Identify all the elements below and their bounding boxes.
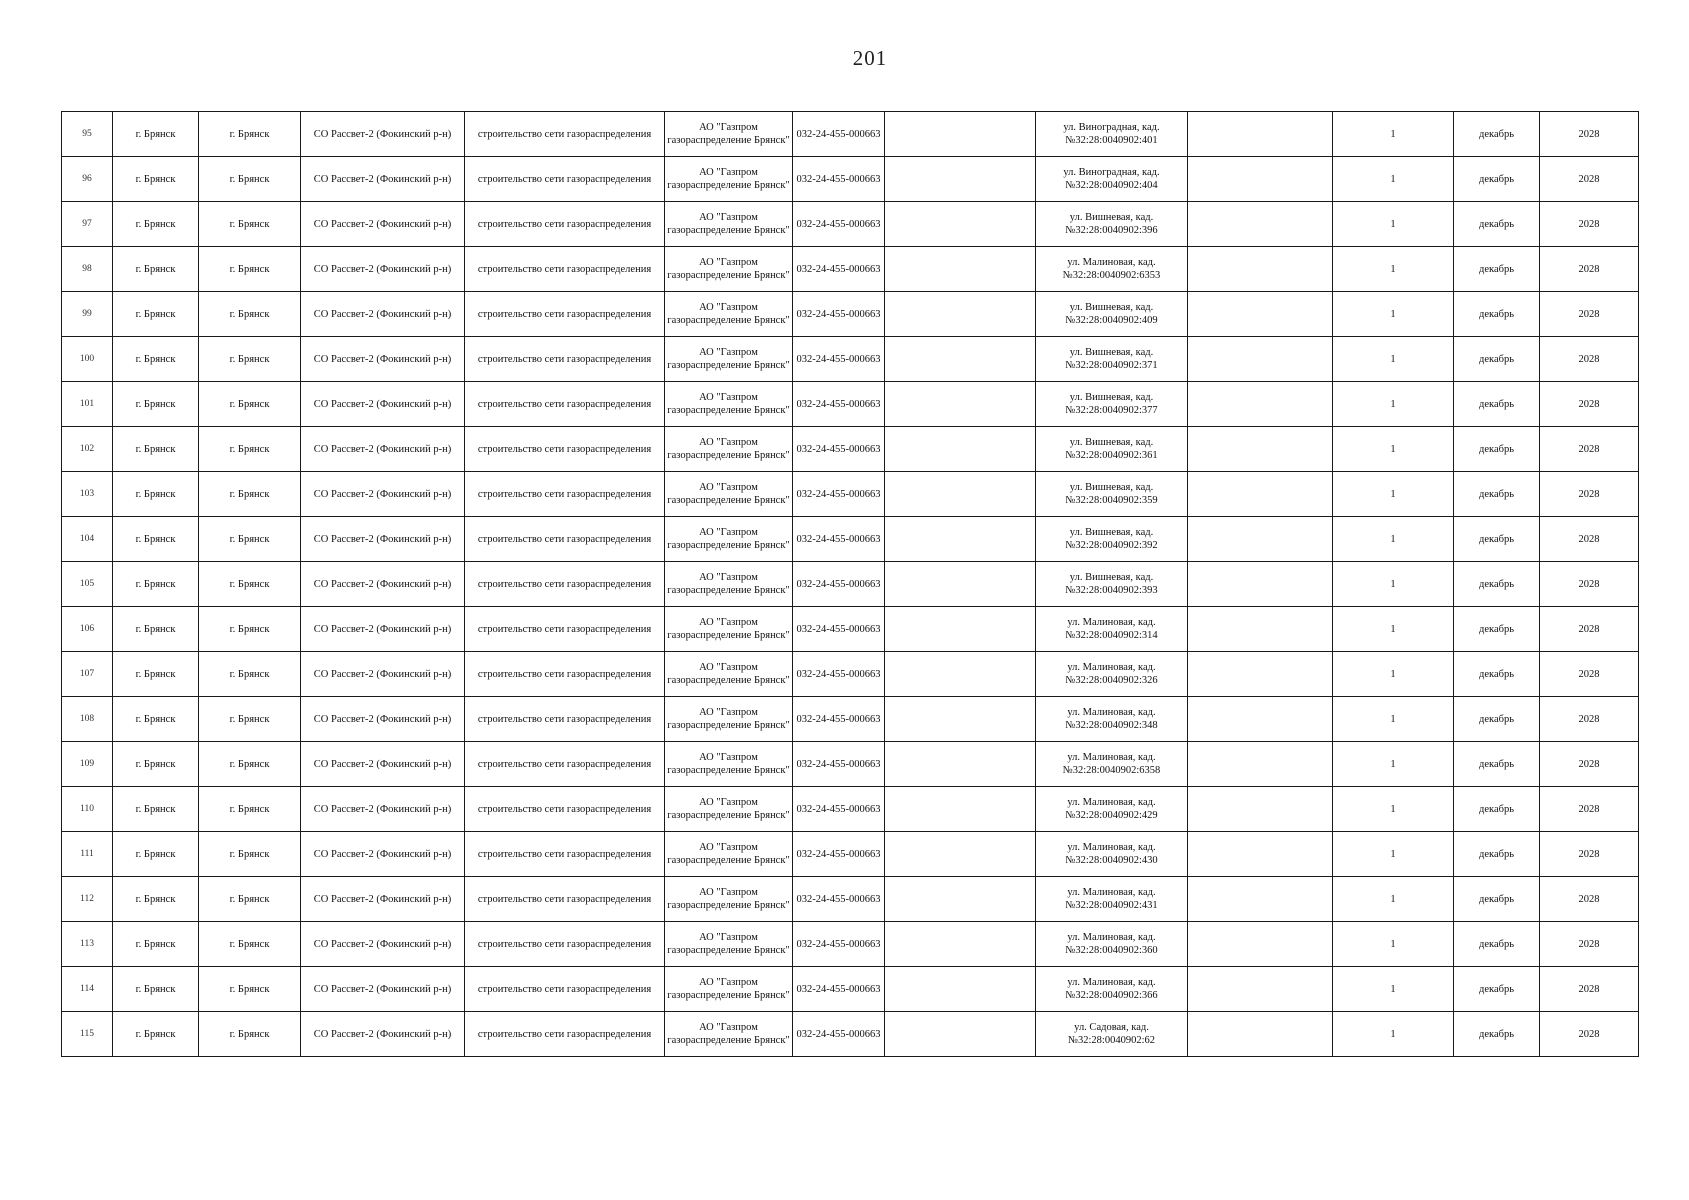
- empty-cell: [885, 157, 1036, 202]
- empty-cell: [885, 607, 1036, 652]
- organization-cell: АО "Газпром газораспределение Брянск": [665, 157, 793, 202]
- code-cell: 032-24-455-000663: [793, 697, 885, 742]
- year-cell: 2028: [1540, 652, 1639, 697]
- organization-cell: АО "Газпром газораспределение Брянск": [665, 1012, 793, 1057]
- row-number-cell: 97: [62, 202, 113, 247]
- organization-cell: АО "Газпром газораспределение Брянск": [665, 967, 793, 1012]
- row-number-cell: 111: [62, 832, 113, 877]
- month-cell: декабрь: [1454, 157, 1540, 202]
- settlement-cell: г. Брянск: [113, 652, 199, 697]
- code-cell: 032-24-455-000663: [793, 247, 885, 292]
- address-cell: ул. Виноградная, кад. №32:28:0040902:404: [1036, 157, 1188, 202]
- work-type-cell: строительство сети газораспределения: [465, 157, 665, 202]
- empty-cell: [1188, 382, 1333, 427]
- code-cell: 032-24-455-000663: [793, 202, 885, 247]
- table-row: [62, 517, 1639, 562]
- locality-cell: г. Брянск: [199, 427, 301, 472]
- territory-cell: СО Рассвет-2 (Фокинский р-н): [301, 337, 465, 382]
- table-row: [62, 922, 1639, 967]
- year-cell: 2028: [1540, 517, 1639, 562]
- organization-cell: АО "Газпром газораспределение Брянск": [665, 247, 793, 292]
- empty-cell: [1188, 247, 1333, 292]
- work-type-cell: строительство сети газораспределения: [465, 247, 665, 292]
- quantity-cell: 1: [1333, 922, 1454, 967]
- empty-cell: [1188, 922, 1333, 967]
- work-type-cell: строительство сети газораспределения: [465, 877, 665, 922]
- month-cell: декабрь: [1454, 787, 1540, 832]
- address-cell: ул. Виноградная, кад. №32:28:0040902:401: [1036, 112, 1188, 157]
- address-cell: ул. Малиновая, кад. №32:28:0040902:366: [1036, 967, 1188, 1012]
- territory-cell: СО Рассвет-2 (Фокинский р-н): [301, 742, 465, 787]
- territory-cell: СО Рассвет-2 (Фокинский р-н): [301, 427, 465, 472]
- row-number-cell: 107: [62, 652, 113, 697]
- empty-cell: [1188, 427, 1333, 472]
- locality-cell: г. Брянск: [199, 652, 301, 697]
- code-cell: 032-24-455-000663: [793, 292, 885, 337]
- table-row: [62, 967, 1639, 1012]
- empty-cell: [1188, 157, 1333, 202]
- settlement-cell: г. Брянск: [113, 472, 199, 517]
- code-cell: 032-24-455-000663: [793, 607, 885, 652]
- organization-cell: АО "Газпром газораспределение Брянск": [665, 832, 793, 877]
- row-number-cell: 114: [62, 967, 113, 1012]
- territory-cell: СО Рассвет-2 (Фокинский р-н): [301, 652, 465, 697]
- year-cell: 2028: [1540, 247, 1639, 292]
- settlement-cell: г. Брянск: [113, 157, 199, 202]
- row-number-cell: 101: [62, 382, 113, 427]
- address-cell: ул. Вишневая, кад. №32:28:0040902:392: [1036, 517, 1188, 562]
- quantity-cell: 1: [1333, 157, 1454, 202]
- month-cell: декабрь: [1454, 652, 1540, 697]
- work-type-cell: строительство сети газораспределения: [465, 787, 665, 832]
- code-cell: 032-24-455-000663: [793, 967, 885, 1012]
- work-type-cell: строительство сети газораспределения: [465, 292, 665, 337]
- territory-cell: СО Рассвет-2 (Фокинский р-н): [301, 382, 465, 427]
- quantity-cell: 1: [1333, 337, 1454, 382]
- table-container: [61, 111, 1639, 1057]
- year-cell: 2028: [1540, 112, 1639, 157]
- code-cell: 032-24-455-000663: [793, 562, 885, 607]
- territory-cell: СО Рассвет-2 (Фокинский р-н): [301, 967, 465, 1012]
- year-cell: 2028: [1540, 472, 1639, 517]
- row-number-cell: 108: [62, 697, 113, 742]
- address-cell: ул. Малиновая, кад. №32:28:0040902:429: [1036, 787, 1188, 832]
- year-cell: 2028: [1540, 382, 1639, 427]
- row-number-cell: 105: [62, 562, 113, 607]
- empty-cell: [1188, 472, 1333, 517]
- territory-cell: СО Рассвет-2 (Фокинский р-н): [301, 877, 465, 922]
- year-cell: 2028: [1540, 157, 1639, 202]
- code-cell: 032-24-455-000663: [793, 832, 885, 877]
- organization-cell: АО "Газпром газораспределение Брянск": [665, 562, 793, 607]
- table-row: [62, 382, 1639, 427]
- address-cell: ул. Вишневая, кад. №32:28:0040902:396: [1036, 202, 1188, 247]
- quantity-cell: 1: [1333, 607, 1454, 652]
- empty-cell: [885, 112, 1036, 157]
- settlement-cell: г. Брянск: [113, 877, 199, 922]
- year-cell: 2028: [1540, 337, 1639, 382]
- code-cell: 032-24-455-000663: [793, 922, 885, 967]
- organization-cell: АО "Газпром газораспределение Брянск": [665, 202, 793, 247]
- work-type-cell: строительство сети газораспределения: [465, 697, 665, 742]
- locality-cell: г. Брянск: [199, 787, 301, 832]
- work-type-cell: строительство сети газораспределения: [465, 922, 665, 967]
- table-row: [62, 292, 1639, 337]
- year-cell: 2028: [1540, 832, 1639, 877]
- table-row: [62, 652, 1639, 697]
- organization-cell: АО "Газпром газораспределение Брянск": [665, 517, 793, 562]
- code-cell: 032-24-455-000663: [793, 382, 885, 427]
- empty-cell: [1188, 562, 1333, 607]
- organization-cell: АО "Газпром газораспределение Брянск": [665, 697, 793, 742]
- settlement-cell: г. Брянск: [113, 292, 199, 337]
- empty-cell: [885, 337, 1036, 382]
- month-cell: декабрь: [1454, 697, 1540, 742]
- row-number-cell: 100: [62, 337, 113, 382]
- empty-cell: [885, 787, 1036, 832]
- empty-cell: [1188, 877, 1333, 922]
- empty-cell: [885, 877, 1036, 922]
- table-row: [62, 202, 1639, 247]
- address-cell: ул. Малиновая, кад. №32:28:0040902:360: [1036, 922, 1188, 967]
- quantity-cell: 1: [1333, 562, 1454, 607]
- settlement-cell: г. Брянск: [113, 697, 199, 742]
- organization-cell: АО "Газпром газораспределение Брянск": [665, 427, 793, 472]
- settlement-cell: г. Брянск: [113, 967, 199, 1012]
- address-cell: ул. Вишневая, кад. №32:28:0040902:377: [1036, 382, 1188, 427]
- year-cell: 2028: [1540, 922, 1639, 967]
- locality-cell: г. Брянск: [199, 877, 301, 922]
- territory-cell: СО Рассвет-2 (Фокинский р-н): [301, 697, 465, 742]
- territory-cell: СО Рассвет-2 (Фокинский р-н): [301, 157, 465, 202]
- code-cell: 032-24-455-000663: [793, 1012, 885, 1057]
- territory-cell: СО Рассвет-2 (Фокинский р-н): [301, 202, 465, 247]
- month-cell: декабрь: [1454, 292, 1540, 337]
- settlement-cell: г. Брянск: [113, 382, 199, 427]
- territory-cell: СО Рассвет-2 (Фокинский р-н): [301, 922, 465, 967]
- row-number-cell: 103: [62, 472, 113, 517]
- address-cell: ул. Малиновая, кад. №32:28:0040902:314: [1036, 607, 1188, 652]
- organization-cell: АО "Газпром газораспределение Брянск": [665, 112, 793, 157]
- month-cell: декабрь: [1454, 607, 1540, 652]
- empty-cell: [1188, 787, 1333, 832]
- table-body: [62, 112, 1639, 1057]
- table-row: [62, 472, 1639, 517]
- organization-cell: АО "Газпром газораспределение Брянск": [665, 787, 793, 832]
- empty-cell: [1188, 112, 1333, 157]
- row-number-cell: 115: [62, 1012, 113, 1057]
- organization-cell: АО "Газпром газораспределение Брянск": [665, 382, 793, 427]
- table-row: [62, 787, 1639, 832]
- month-cell: декабрь: [1454, 877, 1540, 922]
- year-cell: 2028: [1540, 1012, 1639, 1057]
- address-cell: ул. Малиновая, кад. №32:28:0040902:348: [1036, 697, 1188, 742]
- month-cell: декабрь: [1454, 1012, 1540, 1057]
- territory-cell: СО Рассвет-2 (Фокинский р-н): [301, 517, 465, 562]
- quantity-cell: 1: [1333, 382, 1454, 427]
- organization-cell: АО "Газпром газораспределение Брянск": [665, 337, 793, 382]
- quantity-cell: 1: [1333, 247, 1454, 292]
- address-cell: ул. Малиновая, кад. №32:28:0040902:6353: [1036, 247, 1188, 292]
- locality-cell: г. Брянск: [199, 292, 301, 337]
- month-cell: декабрь: [1454, 472, 1540, 517]
- empty-cell: [1188, 607, 1333, 652]
- organization-cell: АО "Газпром газораспределение Брянск": [665, 877, 793, 922]
- empty-cell: [1188, 832, 1333, 877]
- empty-cell: [885, 247, 1036, 292]
- quantity-cell: 1: [1333, 112, 1454, 157]
- quantity-cell: 1: [1333, 472, 1454, 517]
- empty-cell: [885, 742, 1036, 787]
- row-number-cell: 104: [62, 517, 113, 562]
- code-cell: 032-24-455-000663: [793, 742, 885, 787]
- year-cell: 2028: [1540, 202, 1639, 247]
- code-cell: 032-24-455-000663: [793, 337, 885, 382]
- work-type-cell: строительство сети газораспределения: [465, 472, 665, 517]
- row-number-cell: 102: [62, 427, 113, 472]
- work-type-cell: строительство сети газораспределения: [465, 742, 665, 787]
- locality-cell: г. Брянск: [199, 1012, 301, 1057]
- territory-cell: СО Рассвет-2 (Фокинский р-н): [301, 787, 465, 832]
- quantity-cell: 1: [1333, 697, 1454, 742]
- quantity-cell: 1: [1333, 742, 1454, 787]
- locality-cell: г. Брянск: [199, 157, 301, 202]
- empty-cell: [885, 832, 1036, 877]
- year-cell: 2028: [1540, 967, 1639, 1012]
- quantity-cell: 1: [1333, 1012, 1454, 1057]
- empty-cell: [1188, 517, 1333, 562]
- locality-cell: г. Брянск: [199, 742, 301, 787]
- address-cell: ул. Вишневая, кад. №32:28:0040902:361: [1036, 427, 1188, 472]
- settlement-cell: г. Брянск: [113, 832, 199, 877]
- gasification-schedule-table: [61, 111, 1639, 1057]
- work-type-cell: строительство сети газораспределения: [465, 112, 665, 157]
- table-row: [62, 157, 1639, 202]
- settlement-cell: г. Брянск: [113, 562, 199, 607]
- work-type-cell: строительство сети газораспределения: [465, 517, 665, 562]
- locality-cell: г. Брянск: [199, 832, 301, 877]
- empty-cell: [885, 202, 1036, 247]
- locality-cell: г. Брянск: [199, 247, 301, 292]
- quantity-cell: 1: [1333, 832, 1454, 877]
- empty-cell: [885, 652, 1036, 697]
- address-cell: ул. Вишневая, кад. №32:28:0040902:359: [1036, 472, 1188, 517]
- organization-cell: АО "Газпром газораспределение Брянск": [665, 472, 793, 517]
- organization-cell: АО "Газпром газораспределение Брянск": [665, 292, 793, 337]
- table-row: [62, 1012, 1639, 1057]
- work-type-cell: строительство сети газораспределения: [465, 562, 665, 607]
- empty-cell: [1188, 967, 1333, 1012]
- empty-cell: [885, 382, 1036, 427]
- empty-cell: [885, 967, 1036, 1012]
- locality-cell: г. Брянск: [199, 202, 301, 247]
- table-row: [62, 607, 1639, 652]
- table-row: [62, 832, 1639, 877]
- address-cell: ул. Вишневая, кад. №32:28:0040902:371: [1036, 337, 1188, 382]
- quantity-cell: 1: [1333, 427, 1454, 472]
- month-cell: декабрь: [1454, 922, 1540, 967]
- month-cell: декабрь: [1454, 337, 1540, 382]
- address-cell: ул. Малиновая, кад. №32:28:0040902:431: [1036, 877, 1188, 922]
- locality-cell: г. Брянск: [199, 967, 301, 1012]
- row-number-cell: 106: [62, 607, 113, 652]
- row-number-cell: 96: [62, 157, 113, 202]
- empty-cell: [885, 472, 1036, 517]
- empty-cell: [1188, 202, 1333, 247]
- empty-cell: [885, 922, 1036, 967]
- settlement-cell: г. Брянск: [113, 337, 199, 382]
- year-cell: 2028: [1540, 697, 1639, 742]
- settlement-cell: г. Брянск: [113, 1012, 199, 1057]
- year-cell: 2028: [1540, 787, 1639, 832]
- month-cell: декабрь: [1454, 562, 1540, 607]
- address-cell: ул. Малиновая, кад. №32:28:0040902:326: [1036, 652, 1188, 697]
- month-cell: декабрь: [1454, 832, 1540, 877]
- month-cell: декабрь: [1454, 427, 1540, 472]
- empty-cell: [1188, 292, 1333, 337]
- quantity-cell: 1: [1333, 967, 1454, 1012]
- empty-cell: [885, 697, 1036, 742]
- address-cell: ул. Малиновая, кад. №32:28:0040902:6358: [1036, 742, 1188, 787]
- month-cell: декабрь: [1454, 382, 1540, 427]
- empty-cell: [885, 1012, 1036, 1057]
- table-row: [62, 697, 1639, 742]
- territory-cell: СО Рассвет-2 (Фокинский р-н): [301, 832, 465, 877]
- settlement-cell: г. Брянск: [113, 202, 199, 247]
- work-type-cell: строительство сети газораспределения: [465, 202, 665, 247]
- quantity-cell: 1: [1333, 787, 1454, 832]
- locality-cell: г. Брянск: [199, 607, 301, 652]
- organization-cell: АО "Газпром газораспределение Брянск": [665, 922, 793, 967]
- row-number-cell: 95: [62, 112, 113, 157]
- month-cell: декабрь: [1454, 742, 1540, 787]
- locality-cell: г. Брянск: [199, 337, 301, 382]
- settlement-cell: г. Брянск: [113, 787, 199, 832]
- territory-cell: СО Рассвет-2 (Фокинский р-н): [301, 292, 465, 337]
- row-number-cell: 99: [62, 292, 113, 337]
- settlement-cell: г. Брянск: [113, 922, 199, 967]
- work-type-cell: строительство сети газораспределения: [465, 382, 665, 427]
- locality-cell: г. Брянск: [199, 562, 301, 607]
- organization-cell: АО "Газпром газораспределение Брянск": [665, 742, 793, 787]
- table-row: [62, 337, 1639, 382]
- locality-cell: г. Брянск: [199, 112, 301, 157]
- quantity-cell: 1: [1333, 652, 1454, 697]
- empty-cell: [1188, 697, 1333, 742]
- empty-cell: [885, 562, 1036, 607]
- row-number-cell: 110: [62, 787, 113, 832]
- organization-cell: АО "Газпром газораспределение Брянск": [665, 607, 793, 652]
- work-type-cell: строительство сети газораспределения: [465, 1012, 665, 1057]
- locality-cell: г. Брянск: [199, 472, 301, 517]
- year-cell: 2028: [1540, 607, 1639, 652]
- work-type-cell: строительство сети газораспределения: [465, 832, 665, 877]
- month-cell: декабрь: [1454, 247, 1540, 292]
- address-cell: ул. Садовая, кад. №32:28:0040902:62: [1036, 1012, 1188, 1057]
- quantity-cell: 1: [1333, 877, 1454, 922]
- table-row: [62, 247, 1639, 292]
- quantity-cell: 1: [1333, 202, 1454, 247]
- month-cell: декабрь: [1454, 517, 1540, 562]
- code-cell: 032-24-455-000663: [793, 157, 885, 202]
- work-type-cell: строительство сети газораспределения: [465, 427, 665, 472]
- locality-cell: г. Брянск: [199, 382, 301, 427]
- address-cell: ул. Вишневая, кад. №32:28:0040902:393: [1036, 562, 1188, 607]
- quantity-cell: 1: [1333, 292, 1454, 337]
- territory-cell: СО Рассвет-2 (Фокинский р-н): [301, 247, 465, 292]
- table-row: [62, 427, 1639, 472]
- code-cell: 032-24-455-000663: [793, 472, 885, 517]
- work-type-cell: строительство сети газораспределения: [465, 652, 665, 697]
- territory-cell: СО Рассвет-2 (Фокинский р-н): [301, 472, 465, 517]
- code-cell: 032-24-455-000663: [793, 427, 885, 472]
- empty-cell: [1188, 742, 1333, 787]
- empty-cell: [885, 517, 1036, 562]
- territory-cell: СО Рассвет-2 (Фокинский р-н): [301, 562, 465, 607]
- code-cell: 032-24-455-000663: [793, 652, 885, 697]
- table-row: [62, 742, 1639, 787]
- year-cell: 2028: [1540, 562, 1639, 607]
- year-cell: 2028: [1540, 427, 1639, 472]
- empty-cell: [885, 292, 1036, 337]
- address-cell: ул. Малиновая, кад. №32:28:0040902:430: [1036, 832, 1188, 877]
- organization-cell: АО "Газпром газораспределение Брянск": [665, 652, 793, 697]
- quantity-cell: 1: [1333, 517, 1454, 562]
- territory-cell: СО Рассвет-2 (Фокинский р-н): [301, 112, 465, 157]
- code-cell: 032-24-455-000663: [793, 787, 885, 832]
- table-row: [62, 562, 1639, 607]
- table-row: [62, 112, 1639, 157]
- empty-cell: [1188, 1012, 1333, 1057]
- year-cell: 2028: [1540, 877, 1639, 922]
- settlement-cell: г. Брянск: [113, 517, 199, 562]
- territory-cell: СО Рассвет-2 (Фокинский р-н): [301, 607, 465, 652]
- empty-cell: [1188, 652, 1333, 697]
- work-type-cell: строительство сети газораспределения: [465, 607, 665, 652]
- row-number-cell: 112: [62, 877, 113, 922]
- empty-cell: [885, 427, 1036, 472]
- code-cell: 032-24-455-000663: [793, 517, 885, 562]
- year-cell: 2028: [1540, 292, 1639, 337]
- month-cell: декабрь: [1454, 112, 1540, 157]
- locality-cell: г. Брянск: [199, 517, 301, 562]
- row-number-cell: 98: [62, 247, 113, 292]
- page-number: 201: [852, 46, 888, 70]
- settlement-cell: г. Брянск: [113, 112, 199, 157]
- year-cell: 2028: [1540, 742, 1639, 787]
- code-cell: 032-24-455-000663: [793, 112, 885, 157]
- work-type-cell: строительство сети газораспределения: [465, 967, 665, 1012]
- month-cell: декабрь: [1454, 967, 1540, 1012]
- row-number-cell: 109: [62, 742, 113, 787]
- empty-cell: [1188, 337, 1333, 382]
- locality-cell: г. Брянск: [199, 697, 301, 742]
- settlement-cell: г. Брянск: [113, 247, 199, 292]
- month-cell: декабрь: [1454, 202, 1540, 247]
- work-type-cell: строительство сети газораспределения: [465, 337, 665, 382]
- settlement-cell: г. Брянск: [113, 607, 199, 652]
- locality-cell: г. Брянск: [199, 922, 301, 967]
- code-cell: 032-24-455-000663: [793, 877, 885, 922]
- address-cell: ул. Вишневая, кад. №32:28:0040902:409: [1036, 292, 1188, 337]
- territory-cell: СО Рассвет-2 (Фокинский р-н): [301, 1012, 465, 1057]
- settlement-cell: г. Брянск: [113, 427, 199, 472]
- row-number-cell: 113: [62, 922, 113, 967]
- table-row: [62, 877, 1639, 922]
- settlement-cell: г. Брянск: [113, 742, 199, 787]
